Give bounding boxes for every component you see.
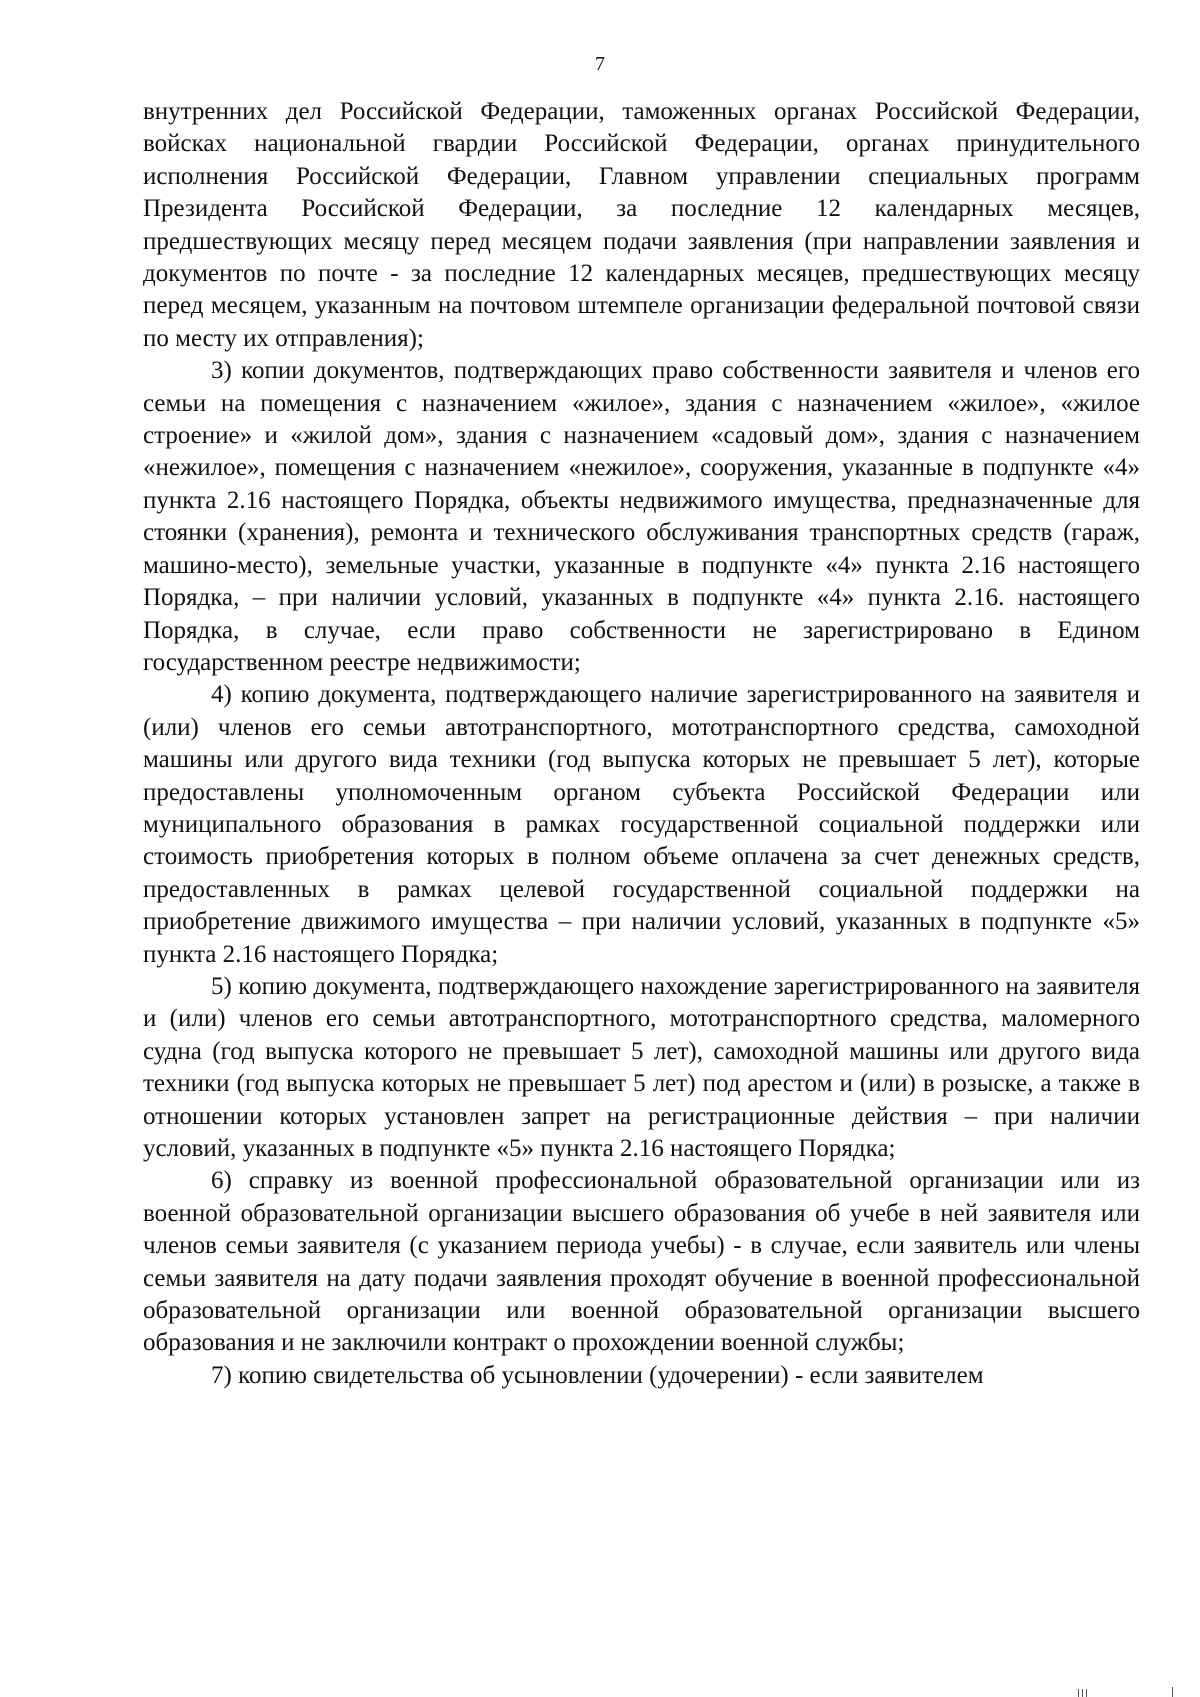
paragraph-item-3: 3) копии документов, подтверждающих право собственности заявителя и членов его семьи на помещения с назначением «жилое», здания с назначением «жилое», «жилое строение» и «жилой дом», здания с назначением «садовый дом», здания с назначением «нежилое», помещения с назначением «нежилое», сооружения, указанные в подпункте «4» пункта 2.16 настоящего Порядка, объекты недвижимого имущества, предназначенные для стоянки (хранения), ремонта и технического обслуживания транспортных средств (гараж, машино-место), земельные участки, указанные в подпункте «4» пункта 2.16 настоящего Порядка, – при наличии условий, указанных в подпункте «4» пункта 2.16. настоящего Порядка, в случае, если право собственности не зарегистрировано в Едином государственном реестре недвижимости; (143, 357, 1140, 676)
scan-artifact-mark (1082, 1689, 1083, 1697)
page-number: 7 (595, 53, 605, 75)
paragraph-item-7: 7) копию свидетельства об усыновлении (удочерении) - если заявителем (211, 1361, 984, 1389)
paragraph-continuation: внутренних дел Российской Федерации, таможенных органах Российской Федерации, войсках национальной гвардии Российской Федерации, органах принудительного исполнения Российской Федерации, Главном управлении специальных программ Президента Российской Федерации, за последние 12 календарных месяцев, предшествующих месяцу перед месяцем подачи заявления (при направлении заявления и документов по почте - за последние 12 календарных месяцев, предшествующих месяцу перед месяцем, указанным на почтовом штемпеле организации федеральной почтовой связи по месту их отправления); (143, 98, 1140, 352)
paragraph-item-6: 6) справку из военной профессиональной образовательной организации или из военной образовательной организации высшего образования об учебе в ней заявителя или членов семьи заявителя (с указанием периода учебы) - в случае, если заявитель или члены семьи заявителя на дату подачи заявления проходят обучение в военной профессиональной образовательной организации или военной образовательной организации высшего образования и не заключили контракт о прохождении военной службы; (143, 1167, 1140, 1357)
scan-artifact-mark (1086, 1689, 1087, 1697)
scan-artifact-mark (1078, 1689, 1079, 1697)
document-body (143, 96, 1140, 1392)
paragraph-item-5: 5) копию документа, подтверждающего нахождение зарегистрированного на заявителя и (или) членов его семьи автотранспортного, мототранспортного средства, маломерного судна (год выпуска которого не превышает 5 лет), самоходной машины или другого вида техники (год выпуска которых не превышает 5 лет) под арестом и (или) в розыске, а также в отношении которых установлен запрет на регистрационные действия – при наличии условий, указанных в подпункте «5» пункта 2.16 настоящего Порядка; (143, 972, 1140, 1162)
scan-artifact-mark (1172, 1687, 1173, 1697)
paragraph-item-4: 4) копию документа, подтверждающего наличие зарегистрированного на заявителя и (или) членов его семьи автотранспортного, мототранспортного средства, самоходной машины или другого вида техники (год выпуска которых не превышает 5 лет), которые предоставлены уполномоченным органом субъекта Российской Федерации или муниципального образования в рамках государственной социальной поддержки или стоимость приобретения которых в полном объеме оплачена за счет денежных средств, предоставленных в рамках целевой государственной социальной поддержки на приобретение движимого имущества – при наличии условий, указанных в подпункте «5» пункта 2.16 настоящего Порядка; (143, 681, 1140, 968)
